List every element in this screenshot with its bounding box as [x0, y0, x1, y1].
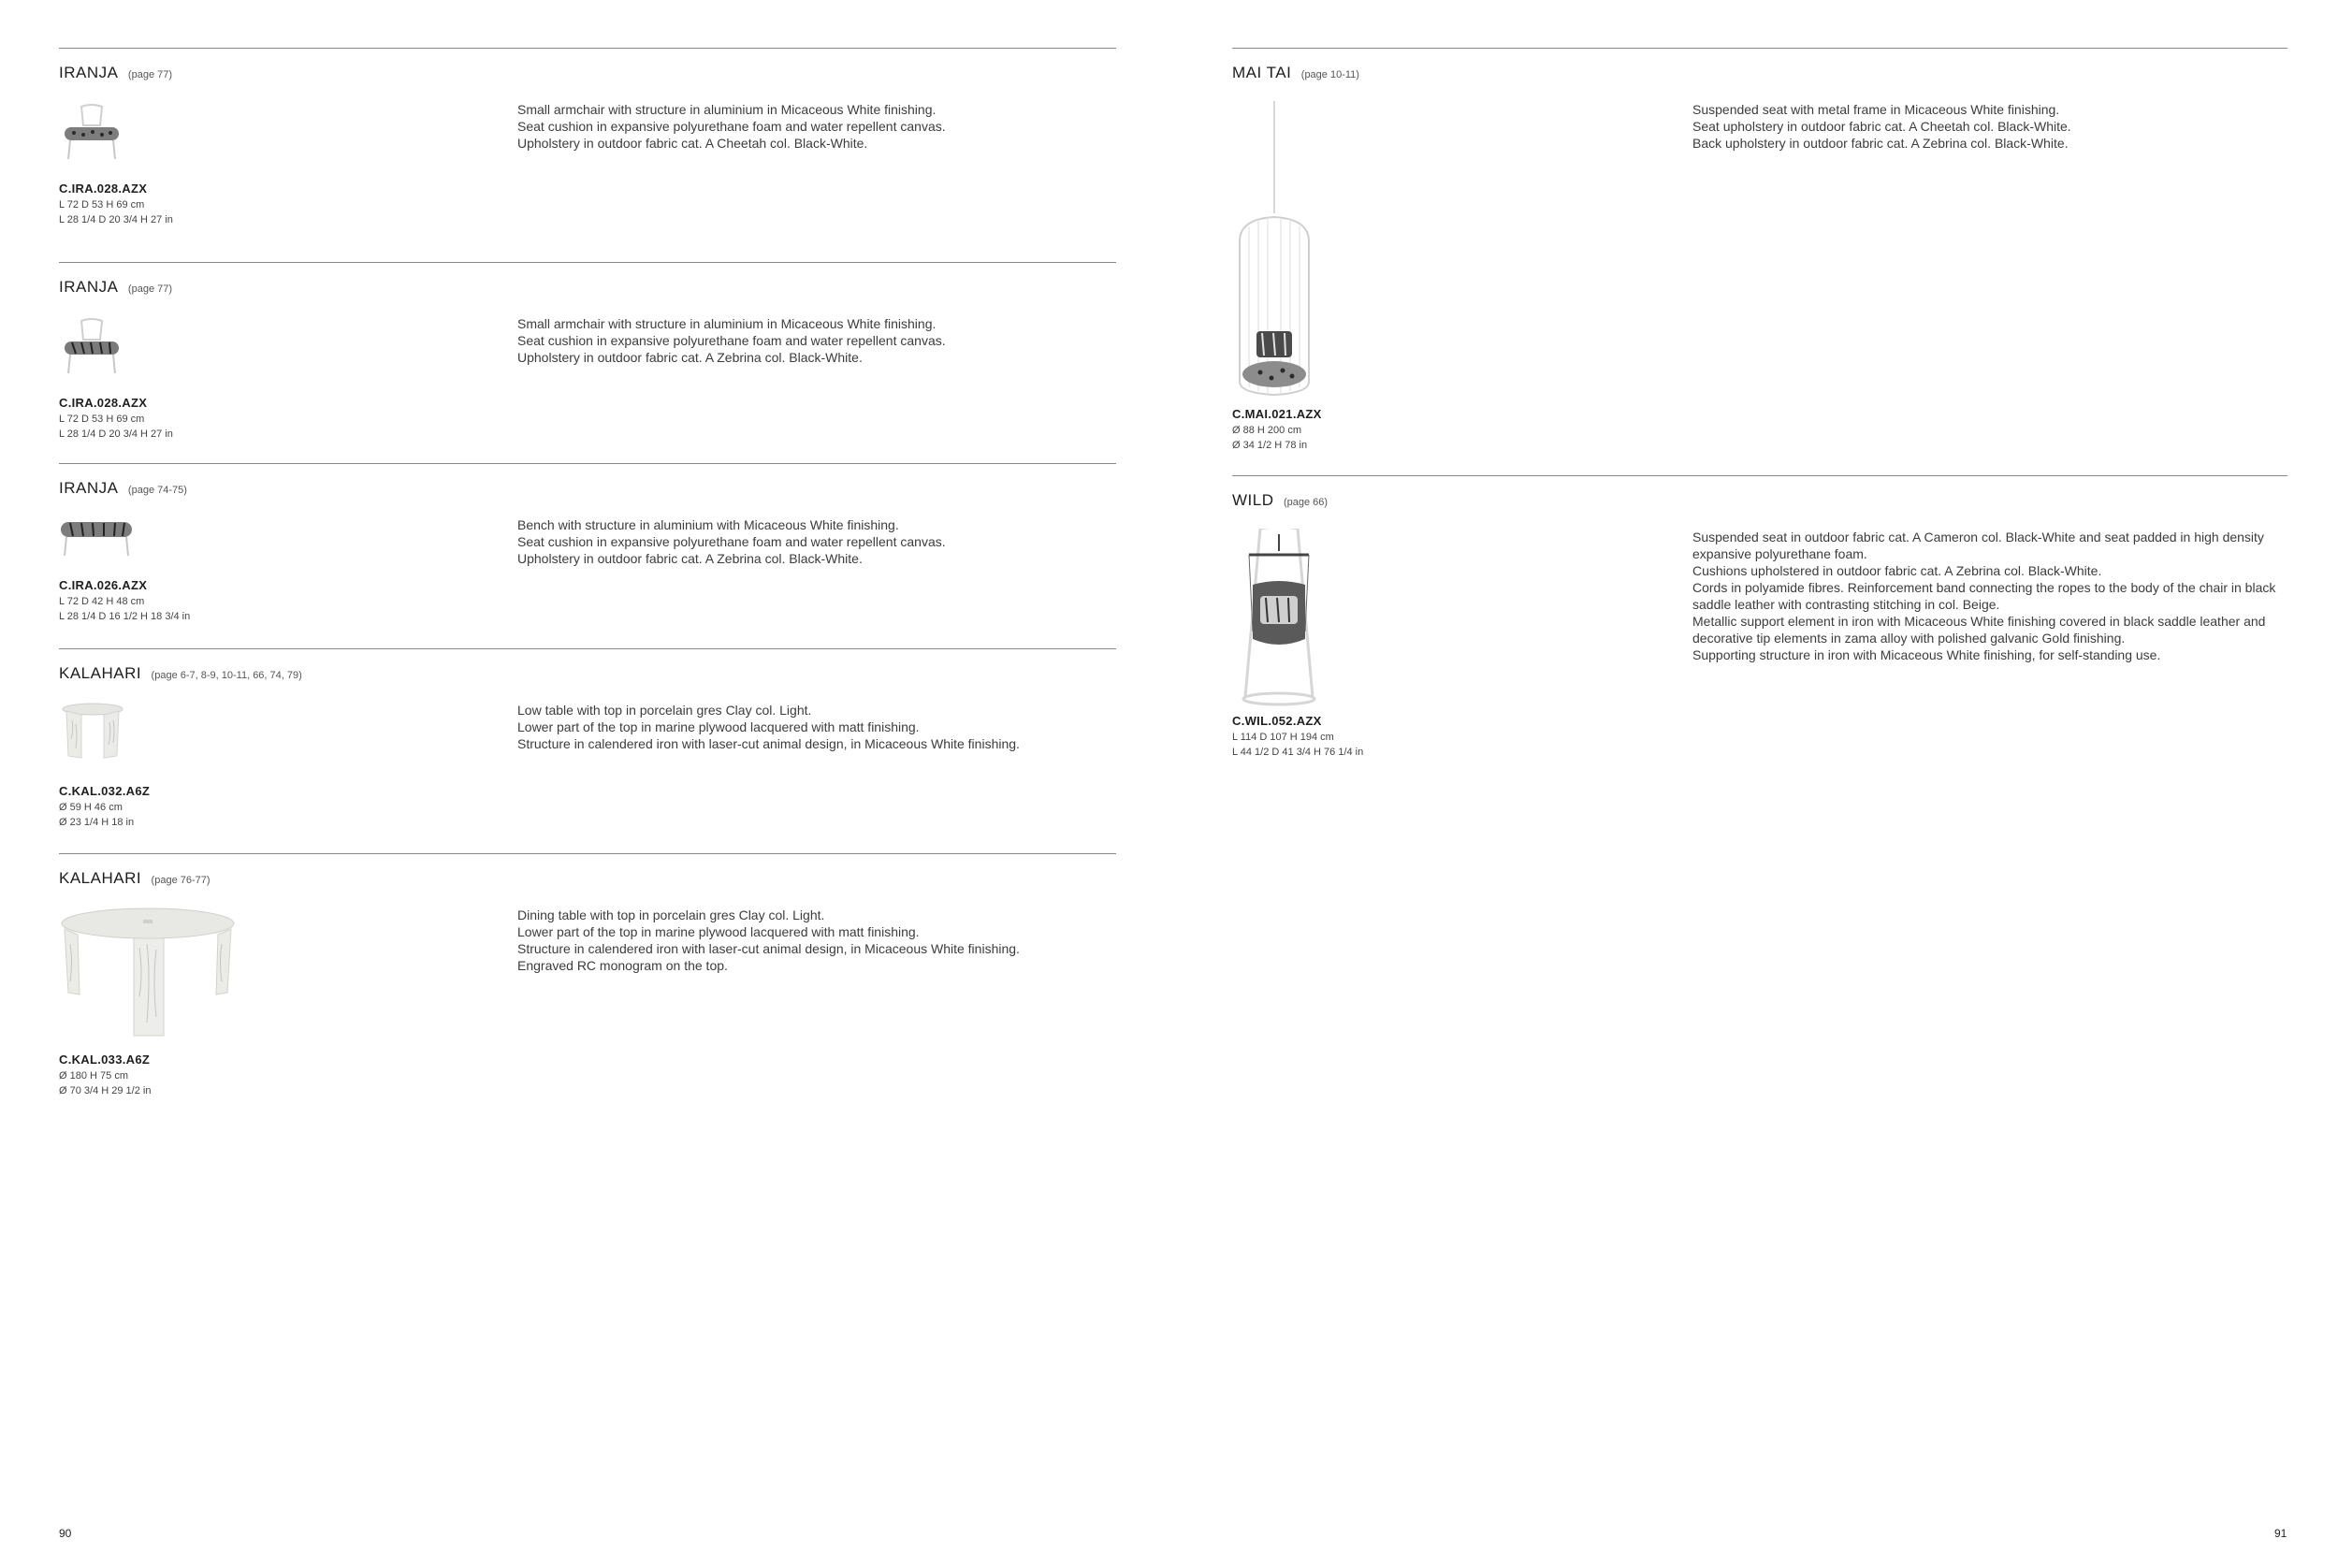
dimensions-cm: L 114 D 107 H 194 cm	[1232, 732, 1334, 743]
description-line: Cords in polyamide fibres. Reinforcement band connecting the ropes to the body of the chair in black saddle leather with contrasting stitching in col. Beige.	[1692, 580, 2276, 612]
product-entry-iranja-bench	[59, 463, 1116, 646]
dining-table-image	[59, 907, 237, 1038]
product-header	[59, 664, 302, 683]
product-code: C.IRA.026.AZX	[59, 578, 148, 592]
description-line: Upholstery in outdoor fabric cat. A Cheetah col. Black-White.	[517, 136, 868, 151]
description-line: Lower part of the top in marine plywood lacquered with matt finishing.	[517, 924, 920, 939]
armchair-image	[59, 315, 124, 379]
product-description	[1692, 101, 2287, 152]
product-description	[517, 315, 1116, 366]
description-line: Upholstery in outdoor fabric cat. A Zebrina col. Black-White.	[517, 551, 863, 566]
product-code: C.KAL.032.A6Z	[59, 784, 151, 798]
description-line: Low table with top in porcelain gres Clay col. Light.	[517, 703, 812, 718]
page-reference: (page 77)	[127, 283, 173, 295]
description-line: Suspended seat with metal frame in Micaceous White finishing.	[1692, 102, 2060, 117]
dimensions-cm: Ø 180 H 75 cm	[59, 1070, 128, 1082]
right-page	[1169, 0, 2338, 1568]
product-header	[1232, 491, 1328, 510]
page-number: 91	[2274, 1527, 2287, 1540]
description-line: Lower part of the top in marine plywood lacquered with matt finishing.	[517, 719, 920, 734]
armchair-image	[59, 101, 124, 165]
product-description	[517, 516, 1116, 567]
description-line: Small armchair with structure in aluminium in Micaceous White finishing.	[517, 316, 937, 331]
description-line: Metallic support element in iron with Micaceous White finishing covered in black saddle leather and decorative tip elements in zama alloy with polished galvanic Gold finishing.	[1692, 614, 2266, 646]
product-name: KALAHARI	[59, 664, 142, 682]
description-line: Seat upholstery in outdoor fabric cat. A Cheetah col. Black-White.	[1692, 119, 2071, 134]
product-header	[59, 479, 187, 498]
description-line: Back upholstery in outdoor fabric cat. A Zebrina col. Black-White.	[1692, 136, 2069, 151]
product-entry-iranja-cheetah	[59, 48, 1116, 259]
product-name: IRANJA	[59, 479, 119, 497]
dimensions-cm: Ø 88 H 200 cm	[1232, 425, 1301, 436]
product-name: WILD	[1232, 491, 1274, 509]
description-line: Suspended seat in outdoor fabric cat. A Cameron col. Black-White and seat padded in high density expansive polyurethane foam.	[1692, 530, 2264, 561]
description-line: Structure in calendered iron with laser-cut animal design, in Micaceous White finishing.	[517, 736, 1020, 751]
dimensions-in: Ø 23 1/4 H 18 in	[59, 817, 135, 828]
product-code: C.IRA.028.AZX	[59, 181, 148, 196]
product-code: C.WIL.052.AZX	[1232, 714, 1322, 728]
product-header	[1232, 64, 1359, 82]
product-name: IRANJA	[59, 278, 119, 296]
description-line: Seat cushion in expansive polyurethane foam and water repellent canvas.	[517, 119, 946, 134]
product-name: MAI TAI	[1232, 64, 1292, 81]
dimensions-cm: L 72 D 53 H 69 cm	[59, 199, 145, 211]
bench-image	[59, 516, 134, 558]
dimensions-in: Ø 34 1/2 H 78 in	[1232, 440, 1308, 451]
description-line: Engraved RC monogram on the top.	[517, 958, 728, 973]
product-header	[59, 64, 172, 82]
dimensions-in: Ø 70 3/4 H 29 1/2 in	[59, 1085, 152, 1096]
product-description	[517, 101, 1116, 152]
page-reference: (page 10-11)	[1300, 69, 1359, 80]
page-reference: (page 74-75)	[127, 485, 187, 496]
low-table-image	[59, 702, 126, 762]
description-line: Structure in calendered iron with laser-cut animal design, in Micaceous White finishing.	[517, 941, 1020, 956]
product-description	[1692, 529, 2287, 663]
product-entry-kalahari-low-table	[59, 648, 1116, 850]
product-header	[59, 278, 172, 297]
product-code: C.MAI.021.AZX	[1232, 407, 1322, 421]
page-reference: (page 66)	[1283, 497, 1329, 508]
product-description	[517, 702, 1116, 752]
description-line: Dining table with top in porcelain gres Clay col. Light.	[517, 907, 825, 922]
description-line: Upholstery in outdoor fabric cat. A Zebrina col. Black-White.	[517, 350, 863, 365]
suspended-seat-image	[1232, 101, 1316, 400]
product-entry-iranja-zebrina	[59, 262, 1116, 459]
dimensions-cm: Ø 59 H 46 cm	[59, 802, 123, 813]
description-line: Cushions upholstered in outdoor fabric cat. A Zebrina col. Black-White.	[1692, 563, 2102, 578]
description-line: Seat cushion in expansive polyurethane foam and water repellent canvas.	[517, 534, 946, 549]
dimensions-in: L 28 1/4 D 20 3/4 H 27 in	[59, 214, 173, 225]
dimensions-in: L 28 1/4 D 16 1/2 H 18 3/4 in	[59, 611, 191, 622]
dimensions-in: L 44 1/2 D 41 3/4 H 76 1/4 in	[1232, 747, 1364, 758]
product-entry-wild	[1232, 475, 2287, 776]
product-name: KALAHARI	[59, 869, 142, 887]
description-line: Seat cushion in expansive polyurethane foam and water repellent canvas.	[517, 333, 946, 348]
product-header	[59, 869, 211, 888]
dimensions-cm: L 72 D 53 H 69 cm	[59, 414, 145, 425]
product-description	[517, 907, 1116, 974]
description-line: Bench with structure in aluminium with Micaceous White finishing.	[517, 517, 899, 532]
dimensions-in: L 28 1/4 D 20 3/4 H 27 in	[59, 428, 173, 440]
description-line: Supporting structure in iron with Micaceous White finishing, for self-standing use.	[1692, 647, 2161, 662]
product-name: IRANJA	[59, 64, 119, 81]
product-entry-mai-tai	[1232, 48, 2287, 474]
product-code: C.IRA.028.AZX	[59, 396, 148, 410]
description-line: Small armchair with structure in aluminium in Micaceous White finishing.	[517, 102, 937, 117]
hanging-chair-image	[1232, 529, 1326, 706]
product-entry-kalahari-dining-table	[59, 853, 1116, 1107]
page-reference: (page 77)	[127, 69, 173, 80]
page-reference: (page 76-77)	[151, 875, 211, 886]
dimensions-cm: L 72 D 42 H 48 cm	[59, 596, 145, 607]
page-reference: (page 6-7, 8-9, 10-11, 66, 74, 79)	[151, 670, 302, 681]
page-number: 90	[59, 1527, 72, 1540]
product-code: C.KAL.033.A6Z	[59, 1053, 151, 1067]
